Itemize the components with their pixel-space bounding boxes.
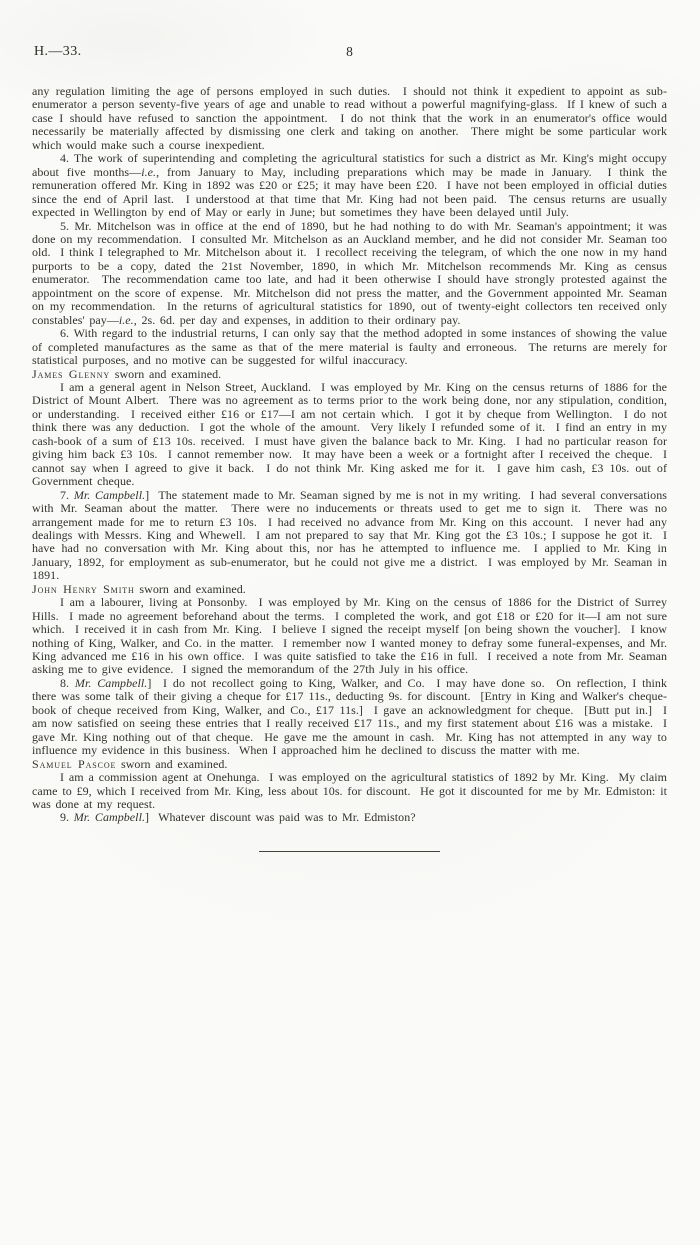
witness-name: Samuel Pascoe <box>32 756 117 771</box>
page-header <box>32 44 667 62</box>
section-end-rule <box>259 851 440 852</box>
witness-heading-glenny <box>32 368 667 381</box>
paragraph-6: 6. With regard to the industrial returns, I can only say that the method adopted in some instances of showing the value of completed manufactures as the same as that of the mere material is faulty and erroneous. The returns are merely for statistical purposes, and no motive can be suggested for wilful inaccuracy. <box>32 326 667 368</box>
paragraph-smith-statement: I am a labourer, living at Ponsonby. I was employed by Mr. King on the census of 1886 for the District of Surrey Hills. I made no agreement beforehand about the terms. I completed the work, and got £18 or £20 for it—I am not sure which. I received it in cash from Mr. King. I believe I signed the receipt myself [on being shown the voucher]. I know nothing of King, Walker, and Co. in the matter. I remember now I wanted money to defray some funeral-expenses, and Mr. King advanced me £16 in his own office. I was quite satisfied to take the £16 in full. I received a note from Mr. Seaman asking me to give evidence. I signed the memorandum of the 27th July in his office. <box>32 595 667 677</box>
paragraph-glenny-statement: I am a general agent in Nelson Street, Auckland. I was employed by Mr. King on the census returns of 1886 for the District of Mount Albert. There was no agreement as to terms prior to the work being done, nor any stipulation, condition, or understanding. I received either £16 or £17—I am not certain which. I got it by cheque from Wellington. I do not think there was any deduction. I got the whole of the amount. Very likely I refunded some of it. I find an entry in my cash-book of a sum of £13 10s. received. I must have given the balance back to Mr. King. I had no particular reason for giving him back £3 10s. I cannot remember now. It may have been a week or a fortnight after I received the cheque. I cannot say when I agreed to give it back. I do not think Mr. King asked me for it. I gave him cash, £3 10s. out of Government cheque. <box>32 379 667 489</box>
witness-heading-smith <box>32 583 667 596</box>
testimony-body <box>32 85 667 825</box>
paragraph-pascoe-statement: I am a commission agent at Onehunga. I was employed on the agricultural statistics of 1892 by Mr. King. My claim came to £9, which I received from Mr. King, less about 10s. for discount. He got it discounted for me by Mr. Edmiston: it was done at my request. <box>32 770 667 812</box>
witness-heading-pascoe <box>32 758 667 771</box>
paragraph-5: 5. Mr. Mitchelson was in office at the end of 1890, but he had nothing to do with Mr. Seaman's appointment; it was done on my recommendation. I consulted Mr. Mitchelson as an Auckland member, and he did not consider Mr. Seaman too old. I think I telegraphed to Mr. Mitchelson about it. I recollect receiving the telegram, of which the one now in my hand purports to be a copy, dated the 21st November, 1890, in which Mr. Mitchelson recommends Mr. King as census enumerator. The recommendation came too late, and had it been otherwise I should have strongly protested against the appointment on the score of expense. Mr. Mitchelson did not press the matter, and the Government appointed Mr. Seaman on my recommendation. In the returns of agricultural statistics for 1890, out of twenty-eight collectors ten received only constables' pay—i.e., 2s. 6d. per day and expenses, in addition to their ordinary pay. <box>32 218 667 327</box>
witness-name: John Henry Smith <box>32 581 135 596</box>
paragraph-8: 8. Mr. Campbell.] I do not recollect going to King, Walker, and Co. I may have done so. On reflection, I think there was some talk of their giving a cheque for £17 11s., deducting 9s. for discount. [Entry in King and Walker's cheque-book of cheque received from King, Walker, and Co., £17 11s.] I gave an acknowledgment for cheque. [Butt put in.] I am now satisfied on seeing these entries that I really received £17 11s., and my first statement about £16 was a mistake. I gave Mr. King nothing out of that cheque. He gave me the amount in cash. Mr. King has not attempted in any way to influence my evidence in this business. When I approached him he declined to discuss the matter with me. <box>32 675 668 758</box>
paragraph-9: 9. Mr. Campbell.] Whatever discount was paid was to Mr. Edmiston? <box>60 810 416 825</box>
heading-suffix: sworn and examined. <box>116 756 228 771</box>
paragraph-continuation: any regulation limiting the age of persons employed in such duties. I should not think it expedient to appoint as sub-enumerator a person seventy-five years of age and unable to read without a powerful magnifying-glass. If I knew of such a case I should have refused to sanction the appointment. I do not think that the work in an enumerator's office would necessarily be materially affected by dismissing one clerk and taking on another. There might be some particular work which would make such a course inexpedient. <box>32 84 667 152</box>
document-reference: H.—33. <box>34 44 82 59</box>
witness-name: James Glenny <box>32 366 111 381</box>
page-number: 8 <box>346 44 353 59</box>
paragraph-4: 4. The work of superintending and completing the agricultural statistics for such a district as Mr. King's might occupy about five months—i.e., from January to May, including preparations which may be made in January. I think the remuneration offered Mr. King in 1892 was £20 or £25; it may have been £20. I have not been employed in official duties since the end of April last. I understood at that time that Mr. King had not been paid. The census returns are usually expected in Wellington by end of May or early in June; but sometimes they have been delayed until July. <box>32 151 667 220</box>
paragraph-7: 7. Mr. Campbell.] The statement made to Mr. Seaman signed by me is not in my writing. I had several conversations with Mr. Seaman about the matter. There were no inducements or threats used to get me to sign it. There was no arrangement made for me to return £3 10s. I had received no advance from Mr. King on this account. I never had any dealings with Messrs. King and Whewell. I am not prepared to say that Mr. King got the £3 10s.; I suppose he got it. I have had no conversation with Mr. King about this, nor has he attempted to influence me. I applied to Mr. King in January, 1892, for employment as sub-enumerator, but he could not give me a district. I was employed by Mr. Seaman in 1891. <box>32 487 667 583</box>
heading-suffix: sworn and examined. <box>110 366 222 381</box>
heading-suffix: sworn and examined. <box>134 581 246 596</box>
